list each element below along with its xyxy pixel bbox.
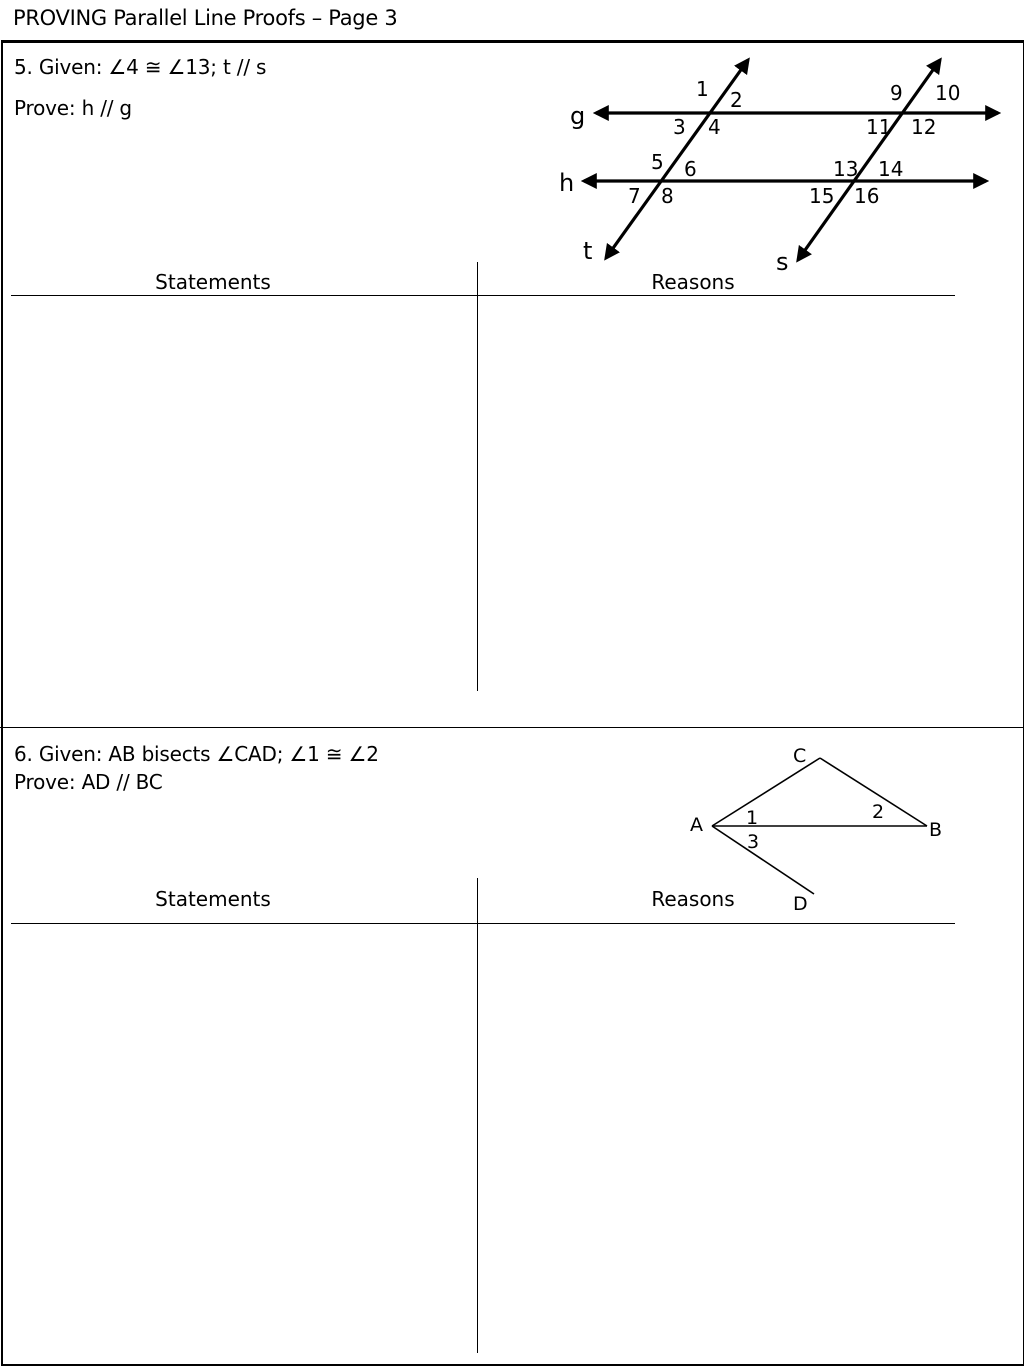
problem-5-reasons-area[interactable] bbox=[479, 297, 955, 691]
problem-5-figure bbox=[0, 0, 1024, 300]
angle-label-1: 1 bbox=[746, 807, 759, 829]
angle-label-2: 2 bbox=[730, 88, 743, 112]
angle-label-11: 11 bbox=[866, 115, 892, 139]
angle-label-9: 9 bbox=[890, 81, 903, 105]
problem-5-given: 5. Given: ∠4 ≅ ∠13; t // s bbox=[14, 55, 267, 79]
problem-5-statements-header: Statements bbox=[155, 270, 271, 294]
problem-6-table-rule bbox=[11, 923, 955, 924]
angle-label-12: 12 bbox=[911, 115, 937, 139]
label-line-t: t bbox=[583, 237, 593, 265]
angle-label-2: 2 bbox=[872, 801, 885, 823]
angle-label-3: 3 bbox=[747, 831, 760, 853]
angle-label-8: 8 bbox=[661, 184, 674, 208]
label-line-s: s bbox=[776, 248, 789, 276]
problem-6-given: 6. Given: AB bisects ∠CAD; ∠1 ≅ ∠2 bbox=[14, 742, 379, 766]
problem-6-statements-header: Statements bbox=[155, 887, 271, 911]
angle-label-4: 4 bbox=[708, 115, 721, 139]
label-line-g: g bbox=[570, 102, 586, 130]
problem-6-prove: Prove: AD // BC bbox=[14, 770, 163, 794]
angle-label-1: 1 bbox=[696, 77, 709, 101]
point-label-b: B bbox=[929, 819, 943, 841]
problem-6-reasons-header: Reasons bbox=[651, 887, 735, 911]
angle-label-10: 10 bbox=[935, 81, 961, 105]
problem-5-column-divider bbox=[477, 262, 478, 691]
problem-6-reasons-area[interactable] bbox=[479, 925, 955, 1353]
angle-label-7: 7 bbox=[628, 184, 641, 208]
transversal-s bbox=[798, 60, 940, 260]
problem-6-statements-area[interactable] bbox=[11, 925, 476, 1353]
label-line-h: h bbox=[559, 169, 575, 197]
segment-ac bbox=[712, 758, 820, 826]
angle-label-14: 14 bbox=[878, 157, 904, 181]
angle-label-16: 16 bbox=[854, 184, 880, 208]
angle-label-6: 6 bbox=[684, 157, 697, 181]
point-label-d: D bbox=[793, 893, 808, 915]
angle-label-13: 13 bbox=[833, 157, 859, 181]
transversal-t bbox=[606, 60, 748, 258]
point-label-c: C bbox=[793, 745, 807, 767]
angle-label-3: 3 bbox=[673, 115, 686, 139]
point-label-a: A bbox=[690, 814, 703, 836]
problem-5-prove: Prove: h // g bbox=[14, 96, 132, 120]
problem-5-statements-area[interactable] bbox=[11, 297, 476, 691]
problem-5-reasons-header: Reasons bbox=[651, 270, 735, 294]
angle-label-15: 15 bbox=[809, 184, 835, 208]
angle-label-5: 5 bbox=[651, 150, 664, 174]
ray-ad bbox=[712, 826, 814, 894]
problem-5-table-rule bbox=[11, 295, 955, 296]
page-title: PROVING Parallel Line Proofs – Page 3 bbox=[13, 6, 398, 30]
problem-6-column-divider bbox=[477, 878, 478, 1353]
